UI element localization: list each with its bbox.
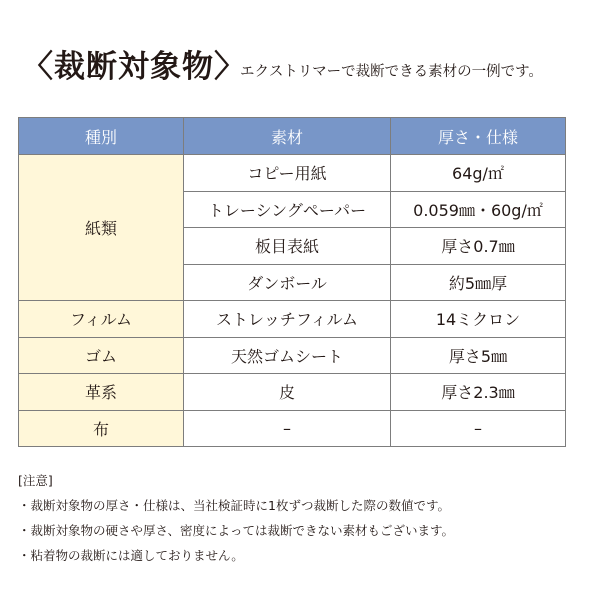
table-row (19, 337, 566, 374)
table-row (19, 301, 566, 338)
note-item: ・裁断対象物の硬さや厚さ、密度によっては裁断できない素材もございます。 (18, 523, 455, 538)
spec-cell: 0.059㎜・60g/㎡ (391, 191, 566, 228)
table-header-row (19, 118, 566, 155)
category-cell: 紙類 (19, 155, 184, 301)
material-cell: トレーシングペーパー (184, 191, 391, 228)
spec-cell: – (391, 410, 566, 447)
material-cell: 板目表紙 (184, 228, 391, 265)
material-cell: コピー用紙 (184, 155, 391, 192)
page-title: 〈裁断対象物〉 (22, 49, 246, 85)
table-row (19, 374, 566, 411)
spec-cell: 64g/㎡ (391, 155, 566, 192)
table-row (19, 155, 566, 192)
notes-section (18, 468, 454, 568)
spec-cell: 厚さ2.3㎜ (391, 374, 566, 411)
material-cell: ストレッチフィルム (184, 301, 391, 338)
category-cell: 布 (19, 410, 184, 447)
material-cell: ダンボール (184, 264, 391, 301)
header-category: 種別 (19, 118, 184, 155)
spec-cell: 厚さ0.7㎜ (391, 228, 566, 265)
category-cell: 革系 (19, 374, 184, 411)
table-row (19, 410, 566, 447)
material-cell: – (184, 410, 391, 447)
spec-cell: 厚さ5㎜ (391, 337, 566, 374)
header-spec: 厚さ・仕様 (391, 118, 566, 155)
notes-heading: [注意] (18, 473, 53, 488)
spec-cell: 14ミクロン (391, 301, 566, 338)
note-item: ・裁断対象物の厚さ・仕様は、当社検証時に1枚ずつ裁断した際の数値です。 (18, 498, 450, 513)
page-header (22, 42, 582, 92)
note-item: ・粘着物の裁断には適しておりません。 (18, 548, 244, 563)
category-cell: フィルム (19, 301, 184, 338)
material-cell: 皮 (184, 374, 391, 411)
spec-cell: 約5㎜厚 (391, 264, 566, 301)
cutting-materials-table (18, 117, 566, 447)
header-material: 素材 (184, 118, 391, 155)
page-subtitle: エクストリマーで裁断できる素材の一例です。 (240, 64, 543, 80)
material-cell: 天然ゴムシート (184, 337, 391, 374)
category-cell: ゴム (19, 337, 184, 374)
